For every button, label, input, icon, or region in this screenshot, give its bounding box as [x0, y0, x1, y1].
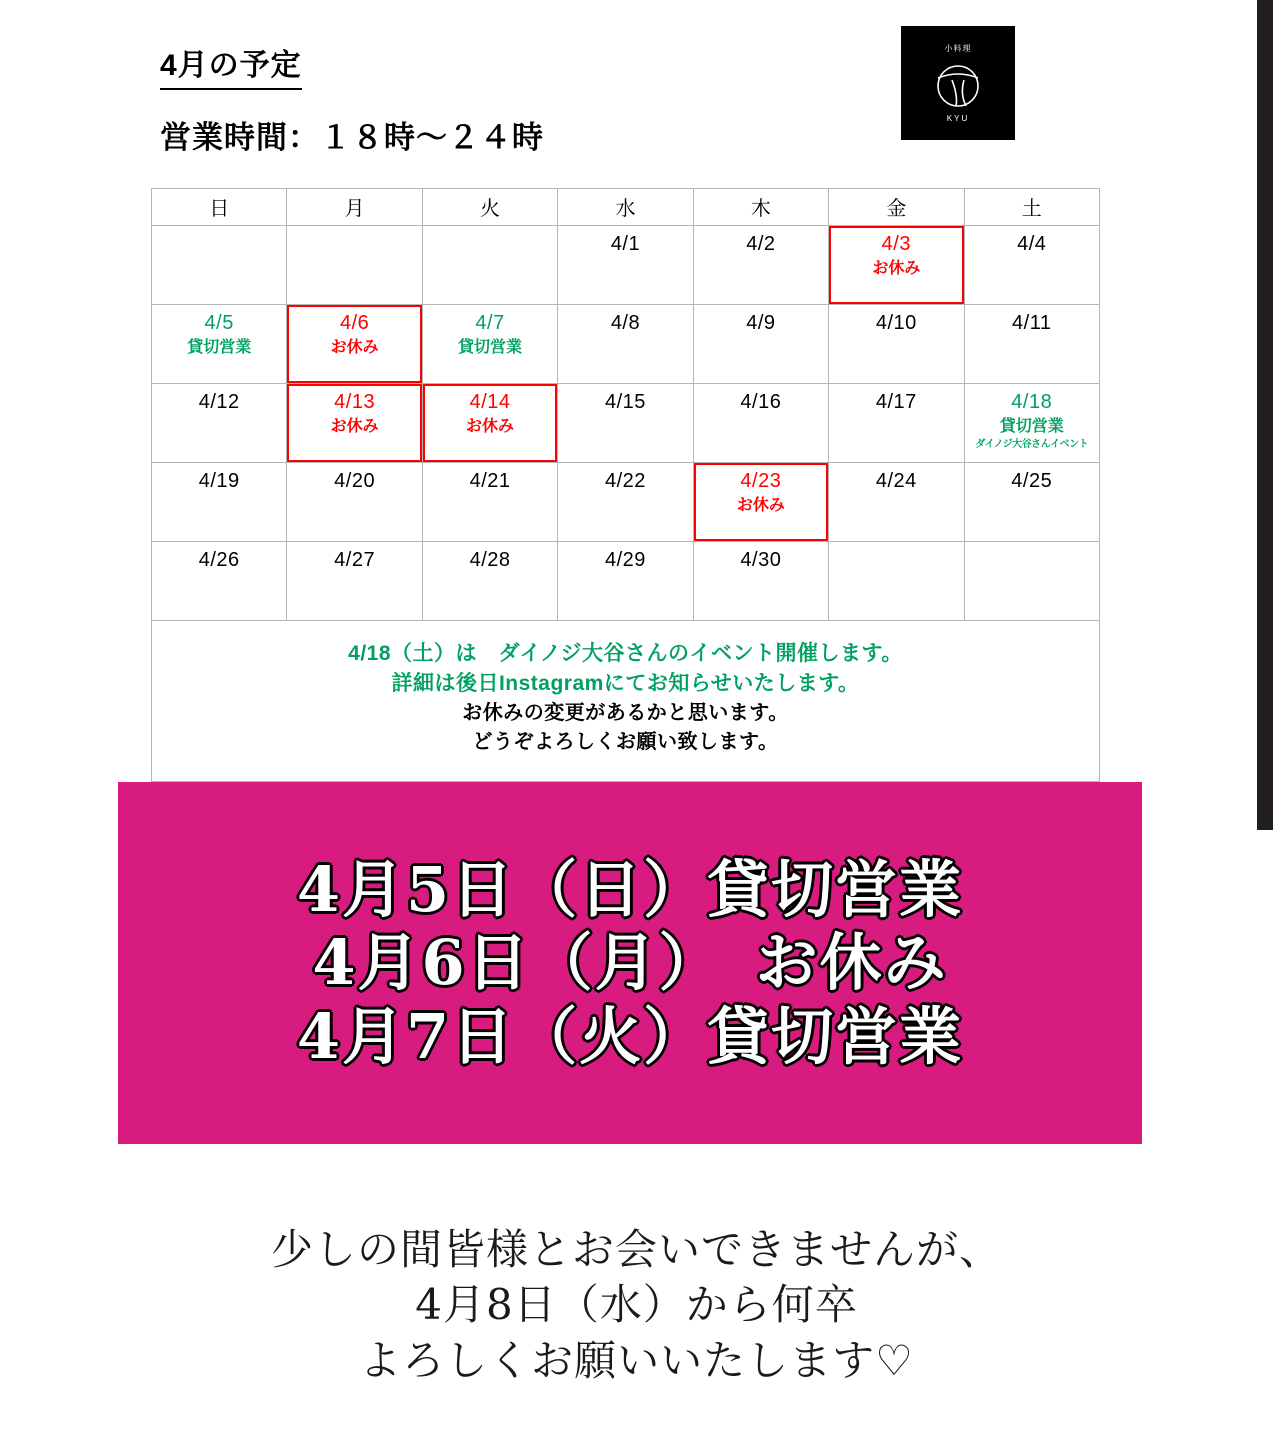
business-hours: 営業時間：１８時～２４時 — [160, 120, 544, 155]
calendar-cell-holiday — [287, 305, 422, 384]
banner-line-1: 4月5日（日）貸切営業 — [296, 853, 964, 927]
day-number: 4/9 — [746, 312, 776, 334]
day-number: 4/21 — [469, 470, 511, 492]
day-number: 4/8 — [610, 312, 641, 334]
day-note: お休み — [466, 418, 515, 435]
calendar-cell — [422, 226, 557, 305]
logo-bottom-text: KYU — [946, 114, 970, 123]
day-note: 貸切営業 — [187, 339, 252, 356]
calendar-notes-cell — [152, 621, 1100, 782]
weekday-header-mon: 月 — [287, 189, 422, 226]
weekday-header-wed: 水 — [558, 189, 693, 226]
footer-message — [0, 1222, 1273, 1388]
day-number: 4/25 — [1011, 470, 1053, 492]
calendar-cell — [693, 226, 828, 305]
calendar-cell — [829, 384, 964, 463]
calendar-cell — [964, 542, 1099, 621]
page-title: 4月の予定 — [160, 40, 302, 90]
day-number: 4/14 — [469, 391, 511, 413]
calendar-header-row — [152, 189, 1100, 226]
day-number: 4/6 — [339, 312, 370, 334]
logo-top-text: 小料理 — [944, 44, 972, 53]
calendar-cell — [422, 542, 557, 621]
calendar-cell — [693, 384, 828, 463]
calendar-cell — [152, 226, 287, 305]
notes-line-1: 4/18（土）は ダイノジ大谷さんのイベント開催します。 — [348, 641, 903, 665]
day-number: 4/2 — [746, 233, 776, 255]
day-number: 4/19 — [198, 470, 240, 492]
day-number: 4/27 — [334, 549, 376, 571]
day-number: 4/4 — [1017, 233, 1047, 255]
calendar-cell — [152, 463, 287, 542]
day-number: 4/10 — [875, 312, 917, 334]
day-note: 貸切営業 — [999, 418, 1064, 435]
right-edge-strip — [1257, 0, 1273, 830]
calendar-cell-holiday — [287, 384, 422, 463]
calendar-cell — [152, 384, 287, 463]
calendar-cell — [558, 226, 693, 305]
calendar-cell — [152, 542, 287, 621]
calendar-cell-private — [964, 384, 1099, 463]
day-number: 4/24 — [875, 470, 917, 492]
calendar-cell — [558, 305, 693, 384]
calendar-cell — [693, 542, 828, 621]
announcement-banner — [118, 782, 1142, 1144]
banner-line-2: 4月6日（月） お休み — [312, 926, 948, 1000]
schedule-calendar — [151, 188, 1100, 782]
day-number: 4/13 — [334, 391, 376, 413]
day-number: 4/20 — [334, 470, 376, 492]
day-note: お休み — [330, 418, 379, 435]
calendar-cell-private — [422, 305, 557, 384]
day-number: 4/12 — [198, 391, 240, 413]
weekday-header-sun: 日 — [152, 189, 287, 226]
calendar-body — [152, 226, 1100, 782]
calendar-cell — [558, 542, 693, 621]
calendar-cell — [287, 226, 422, 305]
notes-line-2: 詳細は後日Instagramにてお知らせいたします。 — [391, 672, 860, 695]
weekday-header-thu: 木 — [693, 189, 828, 226]
day-number: 4/26 — [198, 549, 240, 571]
footer-line-1: 少しの間皆様とお会いできませんが、 — [270, 1225, 1002, 1274]
calendar-notes — [152, 639, 1099, 758]
day-number: 4/1 — [610, 233, 641, 255]
calendar-cell — [829, 463, 964, 542]
day-number: 4/3 — [881, 233, 911, 255]
day-subnote: ダイノジ大谷さんイベント — [975, 439, 1089, 450]
weekday-header-tue: 火 — [422, 189, 557, 226]
calendar-week-row — [152, 226, 1100, 305]
calendar-cell — [964, 463, 1099, 542]
calendar-cell — [693, 305, 828, 384]
day-note: お休み — [872, 260, 921, 277]
circle-brush-mark-icon — [930, 56, 986, 112]
day-number: 4/5 — [204, 312, 234, 334]
weekday-header-fri: 金 — [829, 189, 964, 226]
calendar-notes-row — [152, 621, 1100, 782]
calendar-cell — [829, 305, 964, 384]
day-number: 4/11 — [1012, 312, 1052, 334]
calendar-week-row — [152, 542, 1100, 621]
calendar-cell-holiday — [829, 226, 964, 305]
day-number: 4/23 — [740, 470, 782, 492]
calendar-week-row — [152, 463, 1100, 542]
calendar-week-row — [152, 384, 1100, 463]
day-number: 4/7 — [475, 312, 505, 334]
weekday-header-sat: 土 — [964, 189, 1099, 226]
day-number: 4/28 — [469, 549, 511, 571]
day-number: 4/17 — [875, 391, 917, 413]
notes-line-4: どうぞよろしくお願い致します。 — [472, 731, 779, 754]
notes-line-3: お休みの変更があるかと思います。 — [462, 702, 789, 725]
shop-logo — [901, 26, 1015, 140]
calendar-cell-private — [152, 305, 287, 384]
calendar-cell — [287, 463, 422, 542]
banner-line-3: 4月7日（火）貸切営業 — [296, 999, 964, 1073]
calendar-week-row — [152, 305, 1100, 384]
day-number: 4/22 — [605, 470, 646, 492]
footer-line-2: 4月8日（水）から何卒 — [415, 1280, 858, 1330]
calendar-cell-holiday — [693, 463, 828, 542]
day-note: お休み — [736, 497, 785, 514]
day-note: お休み — [330, 339, 379, 356]
day-number: 4/29 — [605, 549, 646, 571]
day-number: 4/30 — [740, 549, 782, 571]
calendar-cell — [558, 384, 693, 463]
footer-line-3: よろしくお願いいたします♡ — [359, 1335, 914, 1385]
day-note: 貸切営業 — [458, 339, 523, 356]
calendar-cell — [422, 463, 557, 542]
calendar-cell — [287, 542, 422, 621]
calendar-cell — [964, 305, 1099, 384]
calendar-cell — [829, 542, 964, 621]
calendar-cell-holiday — [422, 384, 557, 463]
calendar-cell — [964, 226, 1099, 305]
day-number: 4/15 — [605, 391, 646, 413]
day-number: 4/16 — [740, 391, 782, 413]
calendar-cell — [558, 463, 693, 542]
day-number: 4/18 — [1011, 391, 1053, 413]
